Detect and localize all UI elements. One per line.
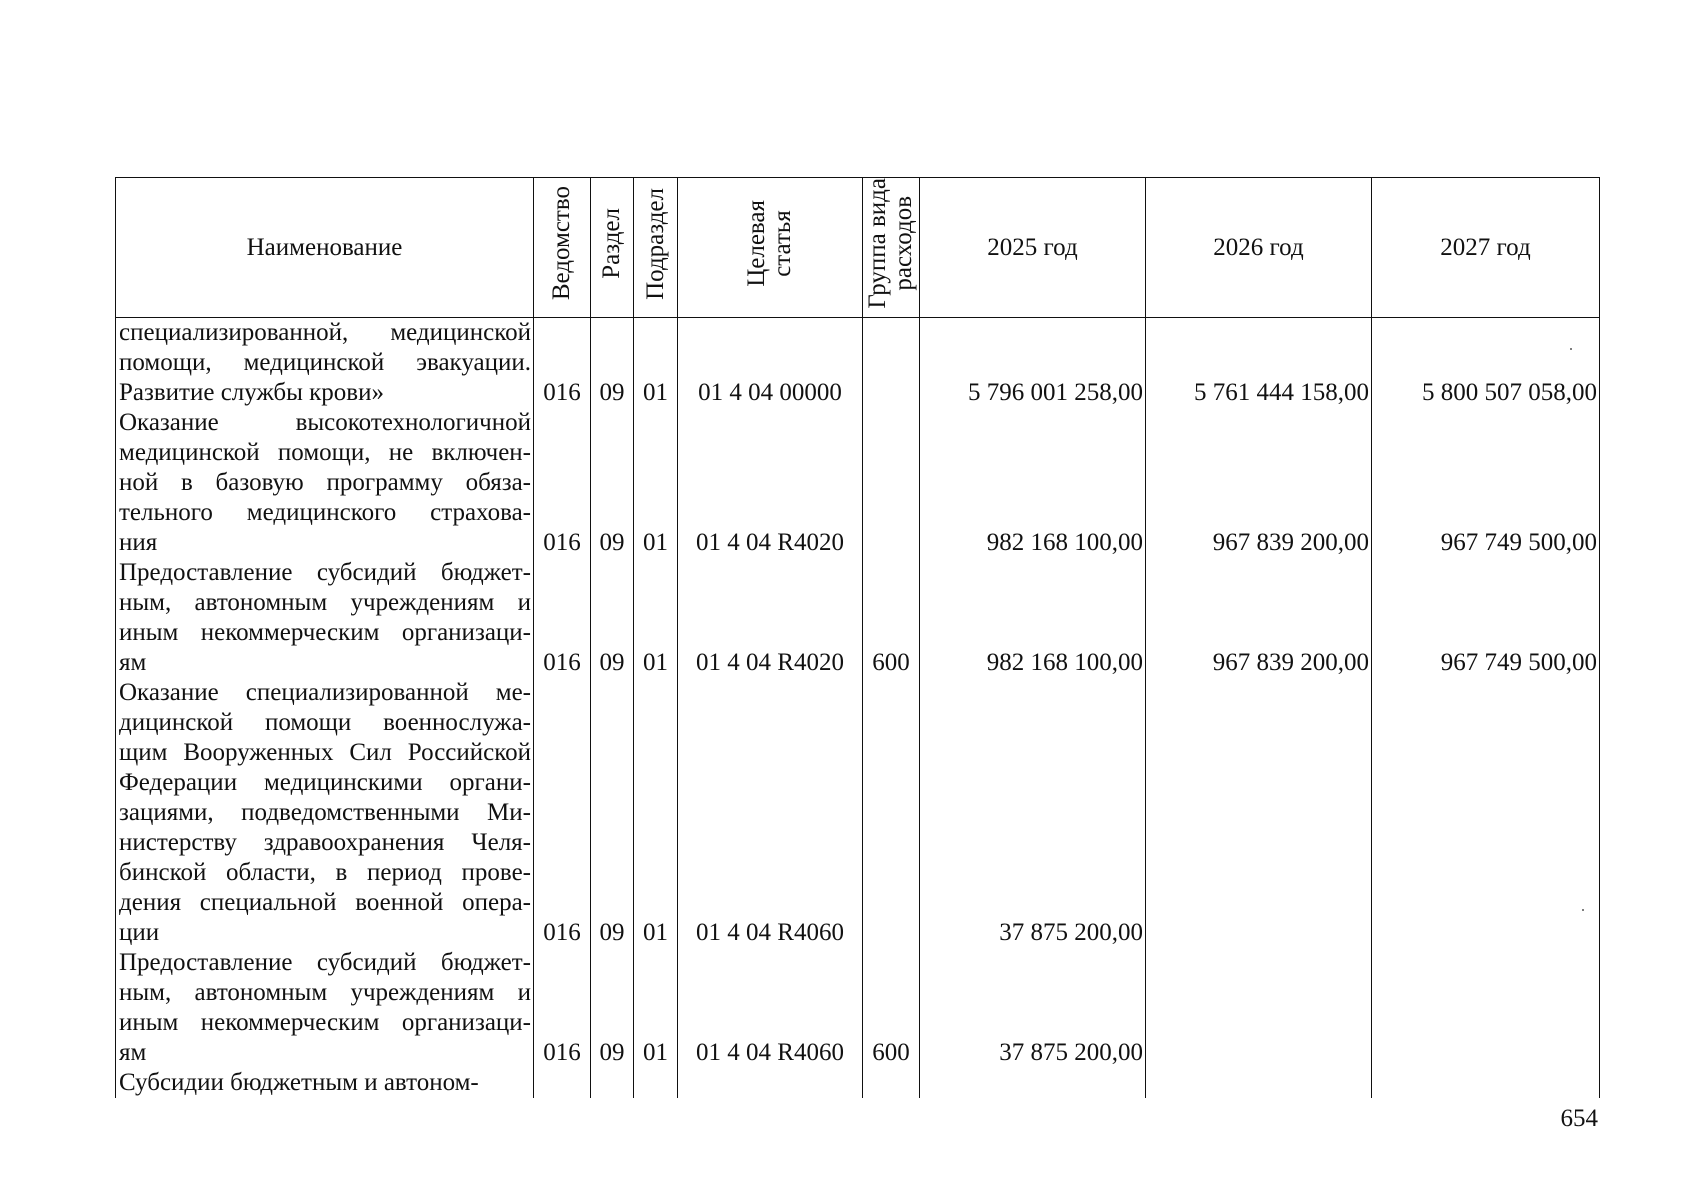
cell-vedomstvo: 016 bbox=[534, 408, 591, 558]
cell-name-line: ной в базовую программу обяза- bbox=[119, 469, 531, 496]
cell-podrazdel: 01 bbox=[634, 318, 678, 409]
cell-2025: 982 168 100,00 bbox=[920, 558, 1146, 678]
cell-2026: 5 761 444 158,00 bbox=[1146, 318, 1372, 409]
cell-name-line: ям bbox=[119, 1039, 147, 1066]
cell-podrazdel: 01 bbox=[634, 948, 678, 1068]
cell-celevaya-statya: 01 4 04 R4060 bbox=[678, 948, 863, 1068]
cell-name-line: дицинской помощи военнослужа- bbox=[119, 709, 531, 736]
cell-razdel: 09 bbox=[591, 318, 634, 409]
cell-celevaya-statya: 01 4 04 R4020 bbox=[678, 408, 863, 558]
cell-2027 bbox=[1372, 948, 1600, 1068]
cell-2026: 967 839 200,00 bbox=[1146, 408, 1372, 558]
cell-podrazdel: 01 bbox=[634, 558, 678, 678]
cell-2025 bbox=[920, 1068, 1146, 1098]
cell-razdel: 09 bbox=[591, 678, 634, 948]
cell-name-line: Предоставление субсидий бюджет- bbox=[119, 559, 531, 586]
table-row bbox=[116, 678, 1600, 948]
cell-name bbox=[116, 318, 534, 409]
header-celevaya-statya: Целевая статья bbox=[678, 178, 863, 318]
cell-celevaya-statya bbox=[678, 1068, 863, 1098]
table-row bbox=[116, 558, 1600, 678]
cell-2025: 5 796 001 258,00 bbox=[920, 318, 1146, 409]
cell-podrazdel: 01 bbox=[634, 678, 678, 948]
cell-name-line: Оказание высокотехнологичной bbox=[119, 409, 531, 436]
cell-name-line: ния bbox=[119, 529, 158, 556]
cell-name bbox=[116, 678, 534, 948]
header-row bbox=[116, 178, 1600, 318]
cell-name-line: специализированной, медицинской bbox=[119, 319, 531, 346]
cell-gruppa bbox=[863, 318, 920, 409]
cell-vedomstvo: 016 bbox=[534, 558, 591, 678]
cell-name-line: зациями, подведомственными Ми- bbox=[119, 799, 531, 826]
cell-2027: 967 749 500,00 bbox=[1372, 558, 1600, 678]
header-podrazdel: Подраздел bbox=[634, 178, 678, 318]
cell-name bbox=[116, 1068, 534, 1098]
cell-gruppa: 600 bbox=[863, 948, 920, 1068]
table-row bbox=[116, 318, 1600, 409]
cell-name-line: Предоставление субсидий бюджет- bbox=[119, 949, 531, 976]
header-razdel: Раздел bbox=[591, 178, 634, 318]
header-2025: 2025 год bbox=[920, 178, 1146, 318]
cell-name-line: ям bbox=[119, 649, 147, 676]
cell-name-line: помощи, медицинской эвакуации. bbox=[119, 349, 531, 376]
cell-gruppa bbox=[863, 678, 920, 948]
header-gruppa-vida-rashodov: Группа вида расходов bbox=[863, 178, 920, 318]
cell-name-line: тельного медицинского страхова- bbox=[119, 499, 531, 526]
cell-name-line: Оказание специализированной ме- bbox=[119, 679, 531, 706]
cell-name bbox=[116, 558, 534, 678]
cell-2025: 37 875 200,00 bbox=[920, 948, 1146, 1068]
cell-name-line: нистерству здравоохранения Челя- bbox=[119, 829, 531, 856]
cell-razdel bbox=[591, 1068, 634, 1098]
cell-gruppa bbox=[863, 408, 920, 558]
cell-name-line: ции bbox=[119, 919, 160, 946]
cell-name-line: бинской области, в период прове- bbox=[119, 859, 531, 886]
cell-2026 bbox=[1146, 948, 1372, 1068]
cell-celevaya-statya: 01 4 04 R4060 bbox=[678, 678, 863, 948]
table-row bbox=[116, 408, 1600, 558]
page-number: 654 bbox=[1560, 1105, 1598, 1132]
table-row bbox=[116, 948, 1600, 1068]
cell-name bbox=[116, 948, 534, 1068]
table-body bbox=[116, 318, 1600, 1099]
scan-speck bbox=[1570, 348, 1572, 350]
cell-vedomstvo bbox=[534, 1068, 591, 1098]
header-2027: 2027 год bbox=[1372, 178, 1600, 318]
cell-name-line: иным некоммерческим организаци- bbox=[119, 619, 531, 646]
cell-name-line: Субсидии бюджетным и автоном- bbox=[119, 1069, 479, 1096]
cell-gruppa: 600 bbox=[863, 558, 920, 678]
cell-2026 bbox=[1146, 678, 1372, 948]
cell-2027: 967 749 500,00 bbox=[1372, 408, 1600, 558]
cell-name-line: ным, автономным учреждениям и bbox=[119, 979, 531, 1006]
cell-2025: 37 875 200,00 bbox=[920, 678, 1146, 948]
cell-name-line: щим Вооруженных Сил Российской bbox=[119, 739, 531, 766]
cell-2026 bbox=[1146, 1068, 1372, 1098]
cell-vedomstvo: 016 bbox=[534, 678, 591, 948]
cell-razdel: 09 bbox=[591, 408, 634, 558]
cell-podrazdel: 01 bbox=[634, 408, 678, 558]
cell-2027 bbox=[1372, 1068, 1600, 1098]
cell-2027 bbox=[1372, 678, 1600, 948]
header-vedomstvo: Ведомство bbox=[534, 178, 591, 318]
cell-razdel: 09 bbox=[591, 948, 634, 1068]
cell-2026: 967 839 200,00 bbox=[1146, 558, 1372, 678]
cell-vedomstvo: 016 bbox=[534, 948, 591, 1068]
cell-name-line: иным некоммерческим организаци- bbox=[119, 1009, 531, 1036]
cell-name-line: Развитие службы крови» bbox=[119, 379, 384, 406]
cell-celevaya-statya: 01 4 04 R4020 bbox=[678, 558, 863, 678]
cell-2027: 5 800 507 058,00 bbox=[1372, 318, 1600, 409]
header-name: Наименование bbox=[116, 178, 534, 318]
scan-speck bbox=[1582, 909, 1584, 911]
cell-celevaya-statya: 01 4 04 00000 bbox=[678, 318, 863, 409]
cell-vedomstvo: 016 bbox=[534, 318, 591, 409]
cell-podrazdel bbox=[634, 1068, 678, 1098]
cell-razdel: 09 bbox=[591, 558, 634, 678]
table-row bbox=[116, 1068, 1600, 1098]
budget-table bbox=[115, 177, 1600, 1098]
cell-name-line: ным, автономным учреждениям и bbox=[119, 589, 531, 616]
cell-name-line: дения специальной военной опера- bbox=[119, 889, 531, 916]
cell-name-line: медицинской помощи, не включен- bbox=[119, 439, 531, 466]
cell-name-line: Федерации медицинскими органи- bbox=[119, 769, 531, 796]
cell-gruppa bbox=[863, 1068, 920, 1098]
header-2026: 2026 год bbox=[1146, 178, 1372, 318]
cell-2025: 982 168 100,00 bbox=[920, 408, 1146, 558]
cell-name bbox=[116, 408, 534, 558]
